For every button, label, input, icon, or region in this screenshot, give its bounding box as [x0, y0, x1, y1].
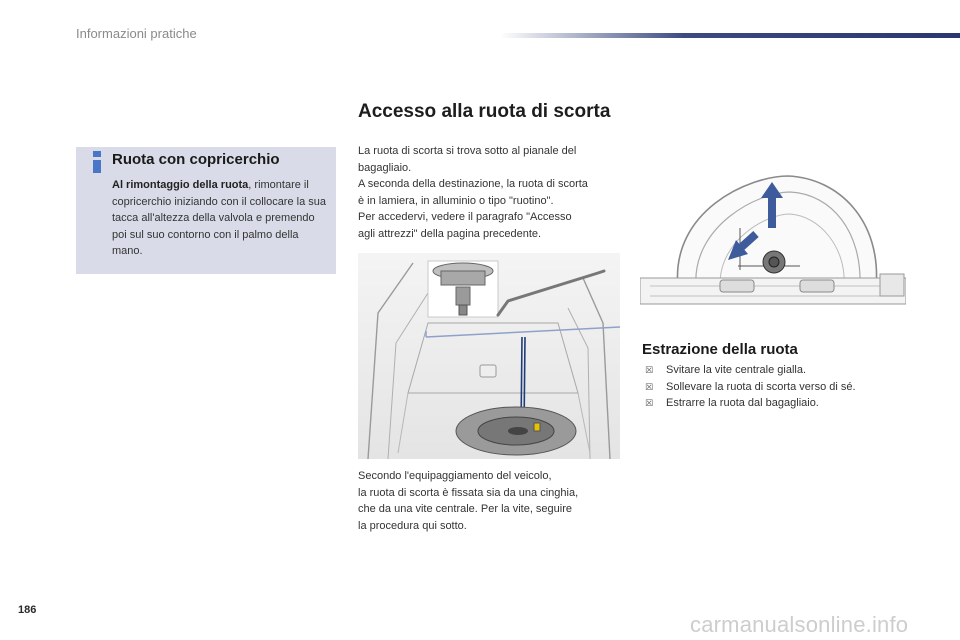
step-bullet-icon: ☒: [645, 398, 654, 408]
intro-line: La ruota di scorta si trova sotto al pianale del: [358, 145, 577, 157]
fixing-line: la procedura qui sotto.: [358, 519, 467, 532]
header-rule: [500, 33, 960, 38]
info-box-text-bold: Al rimontaggio della ruota: [112, 179, 249, 191]
step-item: [645, 362, 945, 379]
watermark: carmanualsonline.info: [690, 612, 909, 637]
intro-line: Per accedervi, vedere il paragrafo "Accesso: [358, 211, 572, 223]
step-item: [645, 395, 945, 412]
trunk-illustration: [358, 253, 620, 459]
info-icon: [90, 151, 104, 173]
intro-line: è in lamiera, in alluminio o tipo "ruotino".: [358, 194, 554, 207]
step-item: [645, 379, 945, 396]
step-text: Estrarre la ruota dal bagagliaio.: [666, 397, 819, 409]
fixing-line: la ruota di scorta è fissata sia da una cinghia,: [358, 486, 579, 499]
intro-line: bagagliaio.: [358, 161, 412, 174]
main-title: Accesso alla ruota di scorta: [358, 101, 611, 122]
fixing-line: Secondo l'equipaggiamento del veicolo,: [358, 470, 552, 482]
step-bullet-icon: ☒: [645, 381, 654, 392]
info-box-text-rest: , rimontare il copricerchio iniziando con il collocare la sua tacca all'altezza della valvola e premendo poi sul suo contorno con il palmo della mano.: [112, 179, 327, 257]
section-header: Informazioni pratiche: [76, 26, 197, 41]
extraction-title: Estrazione della ruota: [642, 341, 798, 358]
info-box-text: [112, 177, 328, 260]
fixing-line: che da una vite centrale. Per la vite, seguire: [358, 503, 573, 515]
step-text: Svitare la vite centrale gialla.: [666, 364, 807, 376]
intro-paragraph: [358, 143, 628, 242]
step-text: Sollevare la ruota di scorta verso di sé.: [666, 380, 856, 393]
info-box-title: Ruota con copricerchio: [112, 151, 280, 168]
intro-line: A seconda della destinazione, la ruota di scorta: [358, 178, 588, 190]
wheel-illustration: [640, 170, 906, 315]
extraction-steps: [645, 362, 945, 412]
info-box: [76, 147, 336, 274]
fixing-paragraph: [358, 468, 628, 534]
intro-line: agli attrezzi" della pagina precedente.: [358, 227, 542, 240]
step-bullet-icon: ☒: [645, 365, 654, 375]
page-number: 186: [18, 604, 37, 616]
